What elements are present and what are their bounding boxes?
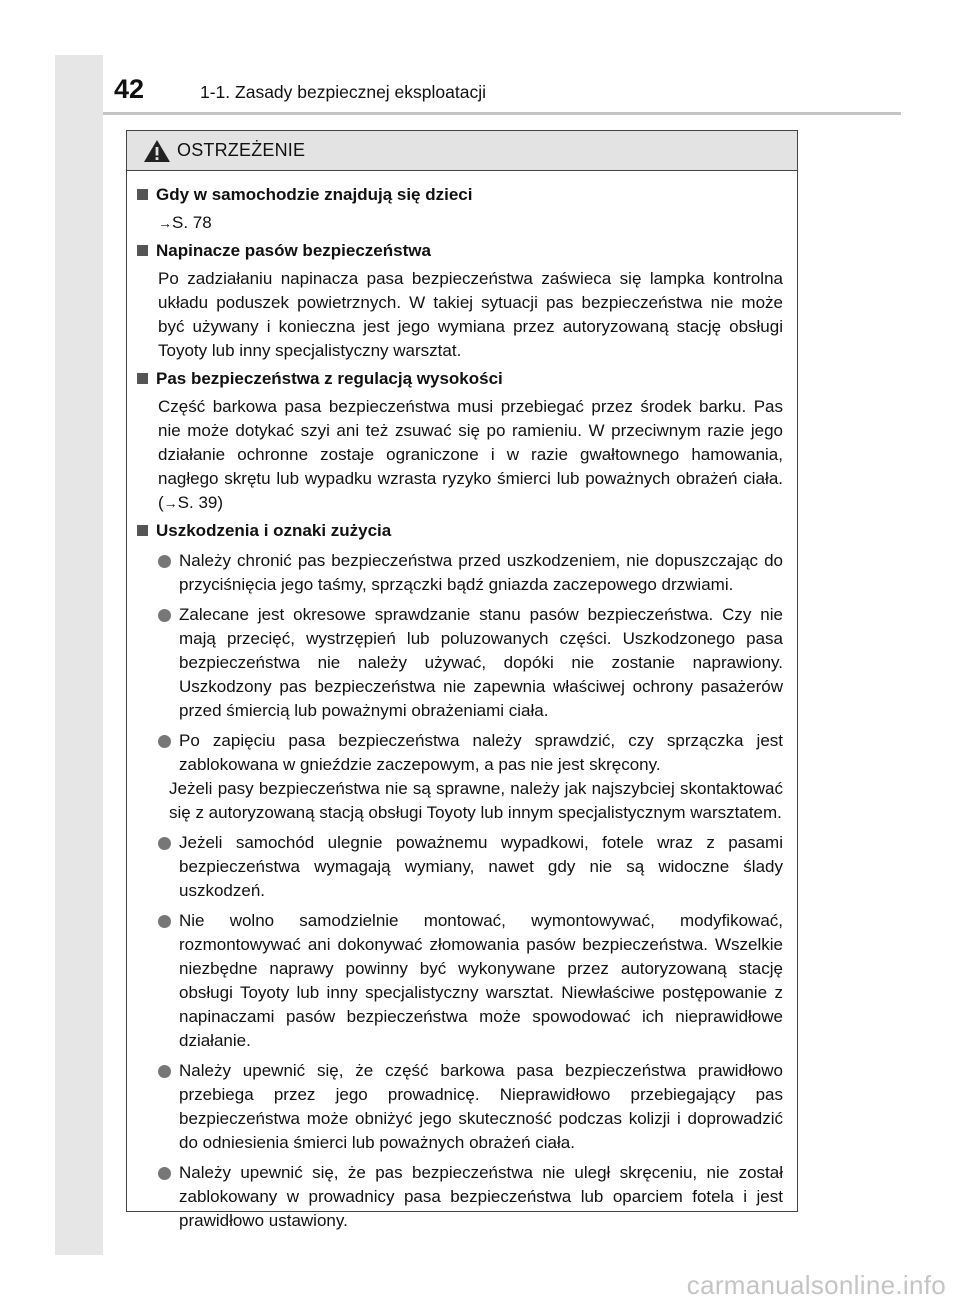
circle-bullet-icon bbox=[158, 609, 171, 622]
section-height-adjust bbox=[137, 367, 783, 515]
warning-header bbox=[127, 131, 797, 171]
list-item bbox=[137, 1161, 783, 1233]
page-reference[interactable] bbox=[137, 211, 783, 235]
page-reference-text[interactable]: S. 39 bbox=[177, 493, 218, 512]
list-item bbox=[137, 603, 783, 723]
circle-bullet-icon bbox=[158, 555, 171, 568]
list-item-text: Należy upewnić się, że pas bezpieczeństwa nie uległ skręceniu, nie został zablokowany w prowadnicy pasa bezpieczeństwa lub oparciem fotela i jest prawidłowo ustawiony. bbox=[179, 1163, 783, 1230]
paragraph bbox=[137, 395, 783, 515]
circle-bullet-icon bbox=[158, 735, 171, 748]
circle-bullet-icon bbox=[158, 915, 171, 928]
paragraph-text: ) bbox=[217, 493, 224, 512]
circle-bullet-icon bbox=[158, 837, 171, 850]
square-bullet-icon bbox=[137, 525, 148, 536]
paragraph: Po zadziałaniu napinacza pasa bezpieczeństwa zaświeca się lampka kontrolna układu poduszek powietrznych. W takiej sytuacji pas bezpieczeństwa nie może być używany i konieczna jest jego wymiana przez autoryzowaną stację obsługi Toyoty lub inny specjalistyczny warsztat. bbox=[158, 269, 783, 360]
list-item-text: Po zapięciu pasa bezpieczeństwa należy sprawdzić, czy sprzączka jest zablokowana w gnieździe zaczepowym, a pas nie jest skręcony. bbox=[179, 731, 783, 774]
square-bullet-icon bbox=[137, 373, 148, 384]
arrow-right-icon: → bbox=[163, 495, 178, 511]
list-item-text: Zalecane jest okresowe sprawdzanie stanu pasów bezpieczeństwa. Czy nie mają przecięć, wystrzępień lub poluzowanych części. Uszkodzonego pasa bezpieczeństwa nie należy używać, dopóki nie zostanie naprawiony. Uszkodzony pas bezpieczeństwa nie zapewnia właściwej ochrony pasażerów przed śmiercią lub poważnymi obrażeniami ciała. bbox=[179, 605, 783, 720]
sub-paragraph: Jeżeli pasy bezpieczeństwa nie są sprawne, należy jak najszybciej skontaktować się z autoryzowaną stacją obsługi Toyoty lub innym specjalistycznym warsztatem. bbox=[169, 779, 783, 822]
warning-label: OSTRZEŻENIE bbox=[177, 140, 306, 160]
section-heading bbox=[137, 367, 783, 391]
list-item-text: Należy upewnić się, że część barkowa pasa bezpieczeństwa prawidłowo przebiega przez jego prowadnicę. Nieprawidłowo przebiegający pas bezpieczeństwa może obniżyć jego skuteczność podczas kolizji i doprowadzić do odniesienia śmierci lub poważnych obrażeń ciała. bbox=[179, 1061, 783, 1152]
square-bullet-icon bbox=[137, 245, 148, 256]
list-item-text: Jeżeli samochód ulegnie poważnemu wypadkowi, fotele wraz z pasami bezpieczeństwa wymagają wymiany, nawet gdy nie są widoczne ślady uszkodzeń. bbox=[179, 833, 783, 900]
page-number: 42 bbox=[114, 74, 145, 104]
list-item bbox=[137, 729, 783, 777]
section-heading bbox=[137, 183, 783, 207]
section-damage bbox=[137, 519, 783, 1233]
circle-bullet-icon bbox=[158, 1167, 171, 1180]
square-bullet-icon bbox=[137, 189, 148, 200]
warning-box bbox=[126, 130, 798, 1230]
section-children bbox=[137, 183, 783, 235]
section-title: 1-1. Zasady bezpiecznej eksploatacji bbox=[200, 82, 486, 102]
section-heading-text: Uszkodzenia i oznaki zużycia bbox=[156, 521, 392, 540]
warning-triangle-icon bbox=[143, 139, 171, 163]
section-heading-text: Pas bezpieczeństwa z regulacją wysokości bbox=[156, 369, 503, 388]
paragraph-text: Część barkowa pasa bezpieczeństwa musi przebiegać przez środek barku. Pas nie może dotykać szyi ani też zsuwać się po ramieniu. W przeciwnym razie jego działanie ochronne zostaje ograniczone i w razie gwałtownego hamowania, nagłego skrętu lub wypadku wzrasta ryzyko śmierci lub poważnych obrażeń ciała. ( bbox=[158, 397, 783, 512]
side-tab-strip bbox=[55, 55, 103, 1255]
list-item-text: Należy chronić pas bezpieczeństwa przed uszkodzeniem, nie dopuszczając do przyciśnięcia jego taśmy, sprzączki bądź gniazda zaczepowego drzwiami. bbox=[179, 551, 783, 594]
section-heading-text: Napinacze pasów bezpieczeństwa bbox=[156, 241, 431, 260]
list-item bbox=[137, 1059, 783, 1155]
warning-body bbox=[127, 171, 797, 1233]
section-heading-text: Gdy w samochodzie znajdują się dzieci bbox=[156, 185, 473, 204]
page-reference-text: S. 78 bbox=[172, 213, 212, 232]
section-heading bbox=[137, 519, 783, 543]
list-item bbox=[137, 831, 783, 903]
header-divider bbox=[103, 112, 901, 115]
section-pretensioners bbox=[137, 239, 783, 363]
circle-bullet-icon bbox=[158, 1065, 171, 1078]
list-item bbox=[137, 549, 783, 597]
watermark: carmanualsonline.info bbox=[686, 1270, 946, 1300]
arrow-right-icon: → bbox=[158, 215, 172, 231]
list-item bbox=[137, 909, 783, 1053]
list-item-text: Nie wolno samodzielnie montować, wymontowywać, modyfikować, rozmontowywać ani dokonywać złomowania pasów bezpieczeństwa. Wszelkie niezbędne naprawy powinny być wykonywane przez autoryzowaną stację obsługi Toyoty lub inny specjalistyczny warsztat. Niewłaściwe postępowanie z napinaczami pasów bezpieczeństwa może spowodować ich nieprawidłowe działanie. bbox=[179, 911, 783, 1050]
section-heading bbox=[137, 239, 783, 263]
